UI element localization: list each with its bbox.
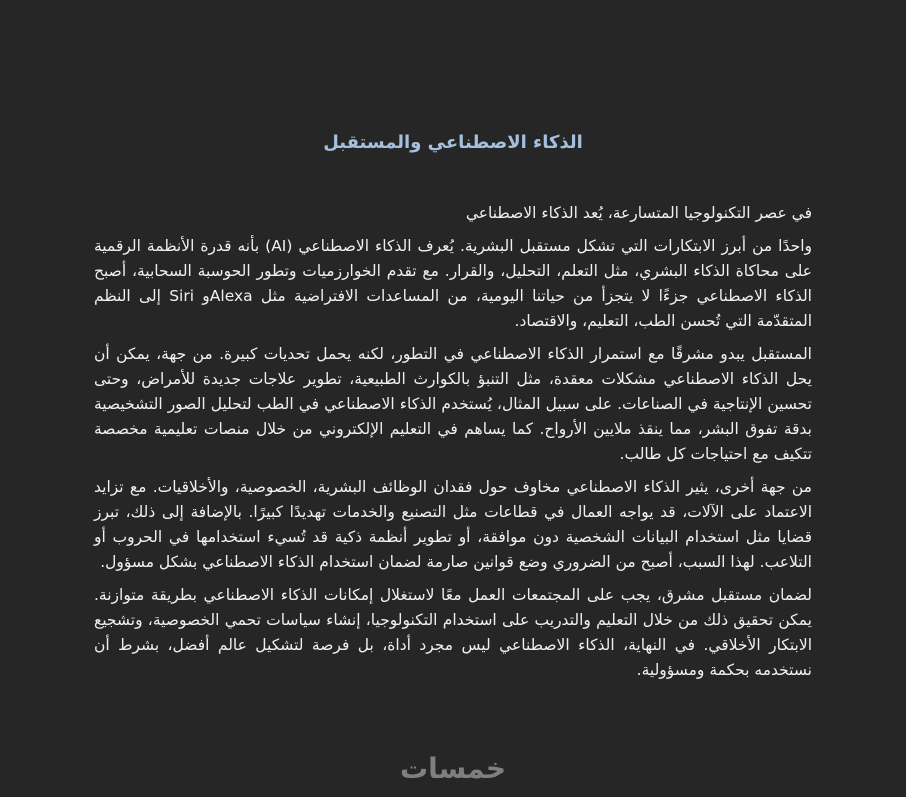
document-title: الذكاء الاصطناعي والمستقبل bbox=[323, 132, 583, 153]
paragraph-concerns: من جهة أخرى، يثير الذكاء الاصطناعي مخاوف حول فقدان الوظائف البشرية، الخصوصية، والأخلاقيات. مع تزايد الاعتماد على الآلات، قد يواجه العمال في قطاعات مثل التصنيع والخدمات تهديدًا كبيرًا. بالإضافة إلى ذلك، تبرز قضايا مثل استخدام البيانات الشخصية دون موافقة، أو تطوير أنظمة ذكية قد تُسيء استخدامها في الحروب أو التلاعب. لهذا السبب، أصبح من الضروري وضع قوانين صارمة لضمان استخدام الذكاء الاصطناعي بشكل مسؤول. bbox=[94, 478, 812, 571]
footer bbox=[0, 752, 906, 785]
paragraph-intro: في عصر التكنولوجيا المتسارعة، يُعد الذكاء الاصطناعي bbox=[465, 204, 812, 222]
khamsat-logo: خمسات bbox=[399, 752, 507, 785]
paragraph-conclusion: لضمان مستقبل مشرق، يجب على المجتمعات العمل معًا لاستغلال إمكانات الذكاء الاصطناعي بطريقة متوازنة. يمكن تحقيق ذلك من خلال التعليم والتدريب على استخدام التكنولوجيا، إنشاء سياسات تحمي الخصوصية، وتشجيع الابتكار الأخلاقي. في النهاية، الذكاء الاصطناعي ليس مجرد أداة، بل فرصة لتشكيل عالم أفضل، بشرط أن نستخدمه بحكمة ومسؤولية. bbox=[94, 586, 812, 679]
paragraph-opportunities: المستقبل يبدو مشرقًا مع استمرار الذكاء الاصطناعي في التطور، لكنه يحمل تحديات كبيرة. من جهة، يمكن أن يحل الذكاء الاصطناعي مشكلات معقدة، مثل التنبؤ بالكوارث الطبيعية، تطوير علاجات جديدة للأمراض، وحتى تحسين الإنتاجية في الصناعات. على سبيل المثال، يُستخدم الذكاء الاصطناعي في الطب لتحليل الصور التشخيصية بدقة تفوق البشر، مما ينقذ ملايين الأرواح. كما يساهم في التعليم الإلكتروني من خلال منصات تعليمية مخصصة تتكيف مع احتياجات كل طالب. bbox=[94, 345, 812, 463]
document-body bbox=[94, 201, 812, 683]
paragraph-definition: واحدًا من أبرز الابتكارات التي تشكل مستقبل البشرية. يُعرف الذكاء الاصطناعي (AI) بأنه قدرة الأنظمة الرقمية على محاكاة الذكاء البشري، مثل التعلم، التحليل، والقرار. مع تقدم الخوارزميات وتطور الحوسبة السحابية، أصبح الذكاء الاصطناعي جزءًا لا يتجزأ من حياتنا اليومية، من المساعدات الافتراضية مثل ‪Siri وAlexa‬ إلى النظم المتقدّمة التي تُحسن الطب، التعليم، والاقتصاد. bbox=[94, 237, 812, 330]
